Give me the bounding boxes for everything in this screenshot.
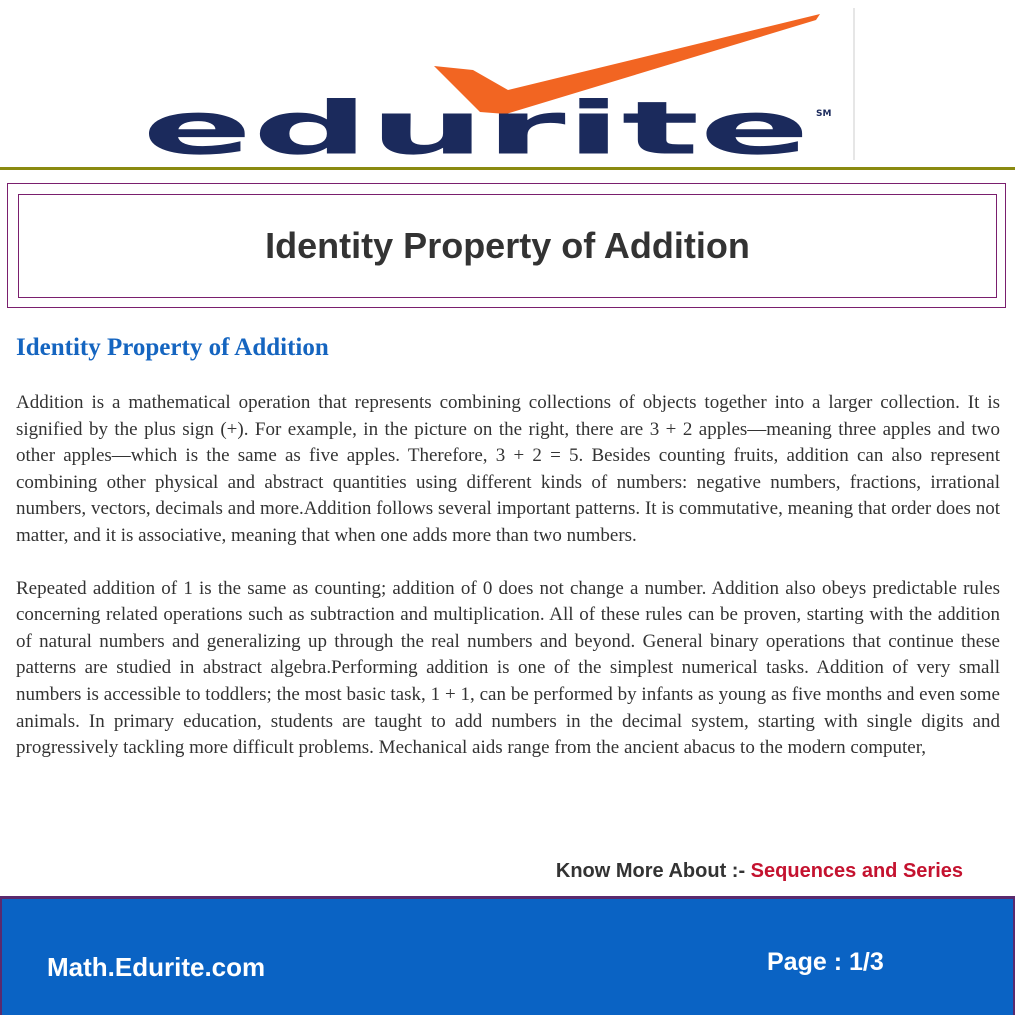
header-divider [0, 167, 1015, 170]
article [16, 330, 1000, 788]
site-name[interactable]: Math.Edurite.com [47, 952, 266, 982]
logo-edge [853, 8, 855, 160]
logo-service-mark: SM [816, 109, 832, 119]
article-heading: Identity Property of Addition [16, 334, 329, 361]
title-frame [18, 194, 997, 298]
logo-wordmark: edurite [142, 86, 810, 162]
article-paragraph-2: Repeated addition of 1 is the same as counting; addition of 0 does not change a number. Addition also obeys predictable rules concerning related operations such as subtraction and multiplication. All of these rules can be proven, starting with the addition of natural numbers and generalizing up through the real numbers and beyond. General binary operations that continue these patterns are studied in abstract algebra.Performing addition is one of the simplest numerical tasks. Addition of very small numbers is accessible to toddlers; the most basic task, 1 + 1, can be performed by infants as young as five months and even some animals. In primary education, students are taught to add numbers in the decimal system, starting with single digits and progressively tackling more difficult problems. Mechanical aids range from the ancient abacus to the modern computer, [16, 577, 1000, 759]
page-indicator: Page : 1/3 [767, 948, 884, 976]
page-title: Identity Property of Addition [265, 225, 750, 266]
know-more [556, 860, 963, 883]
know-more-link[interactable]: Sequences and Series [750, 860, 963, 882]
article-paragraph-1: Addition is a mathematical operation that represents combining collections of objects together into a larger collection. It is signified by the plus sign (+). For example, in the picture on the right, there are 3 + 2 apples—meaning three apples and two other apples—which is the same as five apples. Therefore, 3 + 2 = 5. Besides counting fruits, addition can also represent combining other physical and abstract quantities using different kinds of numbers: negative numbers, fractions, irrational numbers, vectors, decimals and more.Addition follows several important patterns. It is commutative, meaning that order does not matter, and it is associative, meaning that when one adds more than two numbers. [16, 392, 1000, 546]
edurite-logo [140, 6, 856, 162]
know-more-label: Know More About :- [555, 860, 751, 882]
